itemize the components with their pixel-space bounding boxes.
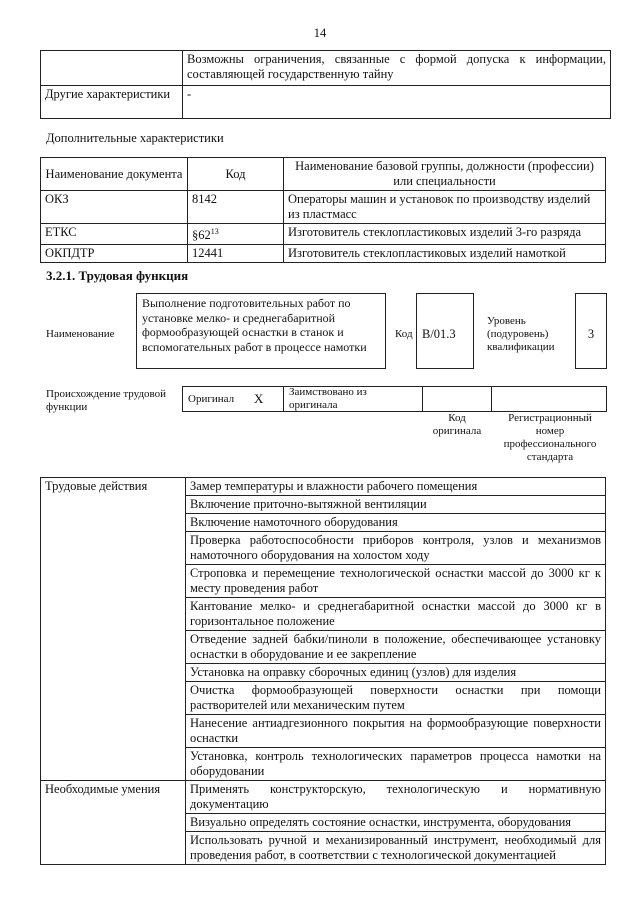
original-mark: X: [254, 391, 264, 406]
labor-actions-label: Трудовые действия: [41, 478, 186, 781]
action-item: Замер температуры и влажности рабочего помещения: [186, 478, 606, 496]
name-okpdtr: Изготовитель стеклопластиковых изделий намоткой: [284, 245, 606, 263]
code-okpdtr: 12441: [188, 245, 284, 263]
action-item: Очистка формообразующей поверхности оснастки при помощи растворителей или механическим путем: [186, 682, 606, 715]
origin-label: Происхождение трудовой функции: [46, 388, 167, 413]
actions-skills-table: [40, 477, 606, 865]
code-okz: 8142: [188, 191, 284, 224]
name-okz: Операторы машин и установок по производству изделий из пластмасс: [284, 191, 606, 224]
code-etks: $\S 62^{13}$: [188, 224, 284, 245]
borrowed-label: Заимствовано из оригинала: [289, 386, 367, 411]
code-original-label: Код оригинала: [432, 412, 482, 437]
action-item: Установка, контроль технологических параметров процесса намотки на оборудовании: [186, 748, 606, 781]
action-item: Кантование мелко- и среднегабаритной оснастки массой до 3000 кг в горизонтальное положение: [186, 598, 606, 631]
action-item: Отведение задней бабки/пиноли в положение, обеспечивающее установку оснастки в оборудование и ее закрепление: [186, 631, 606, 664]
original-label: Оригинал: [188, 393, 235, 405]
doc-etks: ЕТКС: [41, 224, 188, 245]
skill-item: Применять конструкторскую, технологическую и нормативную документацию: [186, 781, 606, 814]
additional-table: [40, 157, 606, 263]
page-number: 14: [313, 26, 327, 40]
header-code: Код: [188, 158, 284, 191]
doc-okz: ОКЗ: [41, 191, 188, 224]
code-label: Код: [395, 328, 413, 340]
skill-item: Визуально определять состояние оснастки, инструмента, оборудования: [186, 814, 606, 832]
header-group-name: Наименование базовой группы, должности (профессии) или специальности: [284, 158, 606, 191]
other-characteristics-value: -: [183, 86, 611, 119]
action-item: Включение приточно-вытяжной вентиляции: [186, 496, 606, 514]
restriction-text: Возможны ограничения, связанные с формой допуска к информации, составляющей государственную тайну: [183, 51, 611, 86]
action-item: Установка на оправку сборочных единиц (узлов) для изделия: [186, 664, 606, 682]
function-code-value: B/01.3: [422, 327, 456, 341]
action-item: Включение намоточного оборудования: [186, 514, 606, 532]
function-heading: 3.2.1. Трудовая функция: [46, 268, 189, 283]
function-name-text: Выполнение подготовительных работ по установке мелко- и среднегабаритной формообразующей оснастки в станок и вспомогательных работ в процессе намотки: [142, 296, 367, 354]
reg-number-label: Регистрационный номер профессионального стандарта: [503, 412, 597, 463]
name-label: Наименование: [46, 328, 115, 340]
action-item: Строповка и перемещение технологической оснастки массой до 3000 кг к месту проведения работ: [186, 565, 606, 598]
header-doc-name: Наименование документа: [41, 158, 188, 191]
name-etks: Изготовитель стеклопластиковых изделий 3-го разряда: [284, 224, 606, 245]
action-item: Проверка работоспособности приборов контроля, узлов и механизмов намоточного оборудования на холостом ходу: [186, 532, 606, 565]
other-characteristics-label: Другие характеристики: [41, 86, 183, 119]
level-label: Уровень (подуровень) квалификации: [487, 315, 555, 353]
skill-item: Использовать ручной и механизированный инструмент, необходимый для проведения работ, в соответствии с технологической документацией: [186, 832, 606, 865]
additional-title: Дополнительные характеристики: [46, 131, 224, 145]
level-value: 3: [587, 327, 595, 341]
footnote-sup: 13: [210, 227, 219, 236]
top-table: [40, 50, 611, 119]
action-item: Нанесение антиадгезионного покрытия на формообразующие поверхности оснастки: [186, 715, 606, 748]
required-skills-label: Необходимые умения: [41, 781, 186, 865]
doc-okpdtr: ОКПДТР: [41, 245, 188, 263]
